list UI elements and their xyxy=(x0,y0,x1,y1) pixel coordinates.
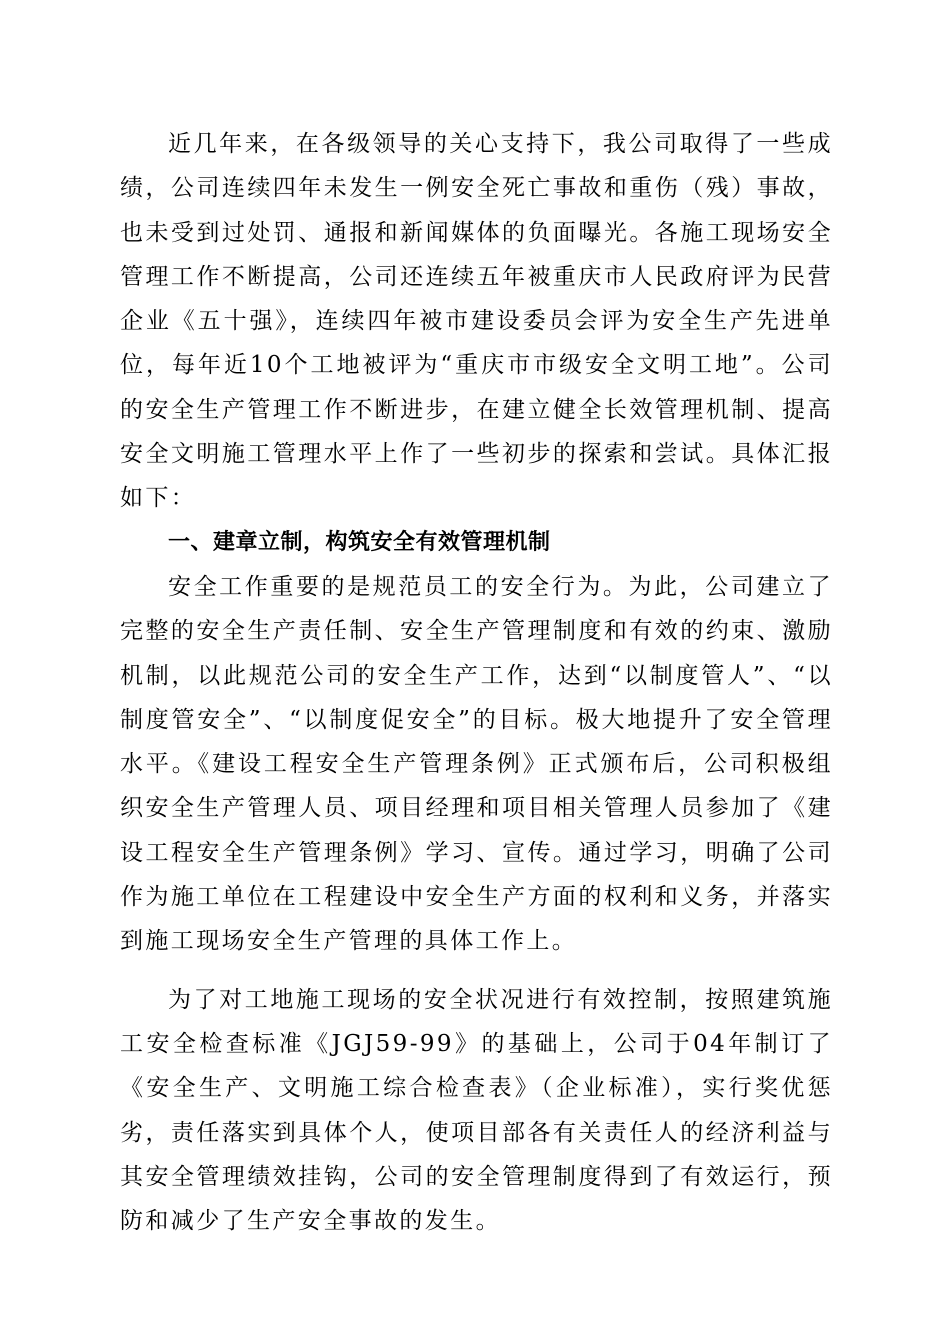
paragraph-intro: 近几年来，在各级领导的关心支持下，我公司取得了一些成绩，公司连续四年未发生一例安全死亡事故和重伤（残）事故，也未受到过处罚、通报和新闻媒体的负面曝光。各施工现场安全管理工作不断提高，公司还连续五年被重庆市人民政府评为民营企业《五十强》，连续四年被市建设委员会评为安全生产先进单位，每年近10个工地被评为“重庆市市级安全文明工地”。公司的安全生产管理工作不断进步，在建立健全长效管理机制、提高安全文明施工管理水平上作了一些初步的探索和尝试。具体汇报如下： xyxy=(120,131,833,512)
paragraph-inspection: 为了对工地施工现场的安全状况进行有效控制，按照建筑施工安全检查标准《JGJ59-99》的基础上，公司于04年制订了《安全生产、文明施工综合检查表》（企业标准），实行奖优惩劣，责任落实到具体个人，使项目部各有关责任人的经济利益与其安全管理绩效挂钩，公司的安全管理制度得到了有效运行，预防和减少了生产安全事故的发生。 xyxy=(120,986,833,1235)
paragraph-regulations: 安全工作重要的是规范员工的安全行为。为此，公司建立了完整的安全生产责任制、安全生产管理制度和有效的约束、激励机制，以此规范公司的安全生产工作，达到“以制度管人”、“以制度管安全”、“以制度促安全”的目标。极大地提升了安全管理水平。《建设工程安全生产管理条例》正式颁布后，公司积极组织安全生产管理人员、项目经理和项目相关管理人员参加了《建设工程安全生产管理条例》学习、宣传。通过学习，明确了公司作为施工单位在工程建设中安全生产方面的权利和义务，并落实到施工现场安全生产管理的具体工作上。 xyxy=(120,573,833,955)
document-page xyxy=(120,122,833,1243)
section-heading-1: 一、建章立制，构筑安全有效管理机制 xyxy=(168,529,551,555)
